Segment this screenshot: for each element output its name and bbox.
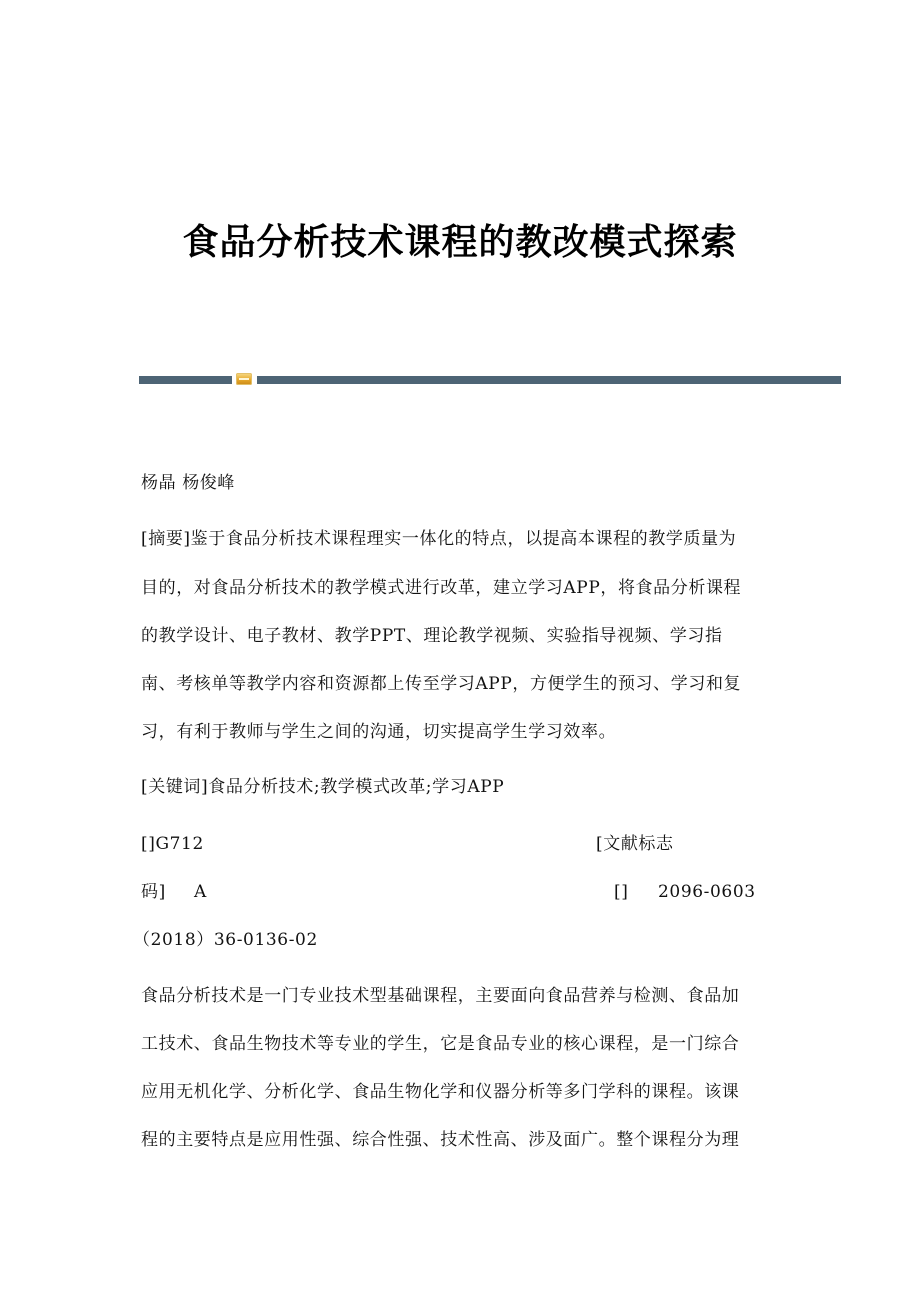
body-line: 食品分析技术是一门专业技术型基础课程，主要面向食品营养与检测、食品加 <box>141 986 740 1006</box>
clc-number: []G712 <box>141 834 204 854</box>
issn-number: 2096-0603 <box>658 882 756 902</box>
body-line: 程的主要特点是应用性强、综合性强、技术性高、涉及面广。整个课程分为理 <box>141 1130 740 1150</box>
divider-bar-right <box>257 376 841 384</box>
author-line: 杨晶 杨俊峰 <box>141 473 236 493</box>
body-line: 工技术、食品生物技术等专业的学生，它是食品专业的核心课程，是一门综合 <box>141 1034 740 1054</box>
title-divider <box>139 372 841 386</box>
doc-code-label: [文献标志 <box>596 834 674 854</box>
abstract-line: 目的，对食品分析技术的教学模式进行改革，建立学习APP，将食品分析课程 <box>141 578 742 598</box>
abstract-line: 南、考核单等教学内容和资源都上传至学习APP，方便学生的预习、学习和复 <box>141 674 742 694</box>
issn-bracket: [] <box>614 882 629 902</box>
doc-code-label-cont: 码] <box>141 882 166 902</box>
issue-number: （2018）36-0136-02 <box>133 930 318 950</box>
doc-code: A <box>194 882 207 902</box>
divider-bar-left <box>139 376 232 384</box>
page-title: 食品分析技术课程的教改模式探索 <box>182 221 738 263</box>
body-line: 应用无机化学、分析化学、食品生物化学和仪器分析等多门学科的课程。该课 <box>141 1082 740 1102</box>
abstract-line: [摘要]鉴于食品分析技术课程理实一体化的特点，以提高本课程的教学质量为 <box>141 529 737 549</box>
divider-ornament-icon <box>236 373 252 385</box>
abstract-line: 习，有利于教师与学生之间的沟通，切实提高学生学习效率。 <box>141 722 617 742</box>
keywords-line: [关键词]食品分析技术;教学模式改革;学习APP <box>141 777 505 797</box>
abstract-line: 的教学设计、电子教材、教学PPT、理论教学视频、实验指导视频、学习指 <box>141 626 723 646</box>
